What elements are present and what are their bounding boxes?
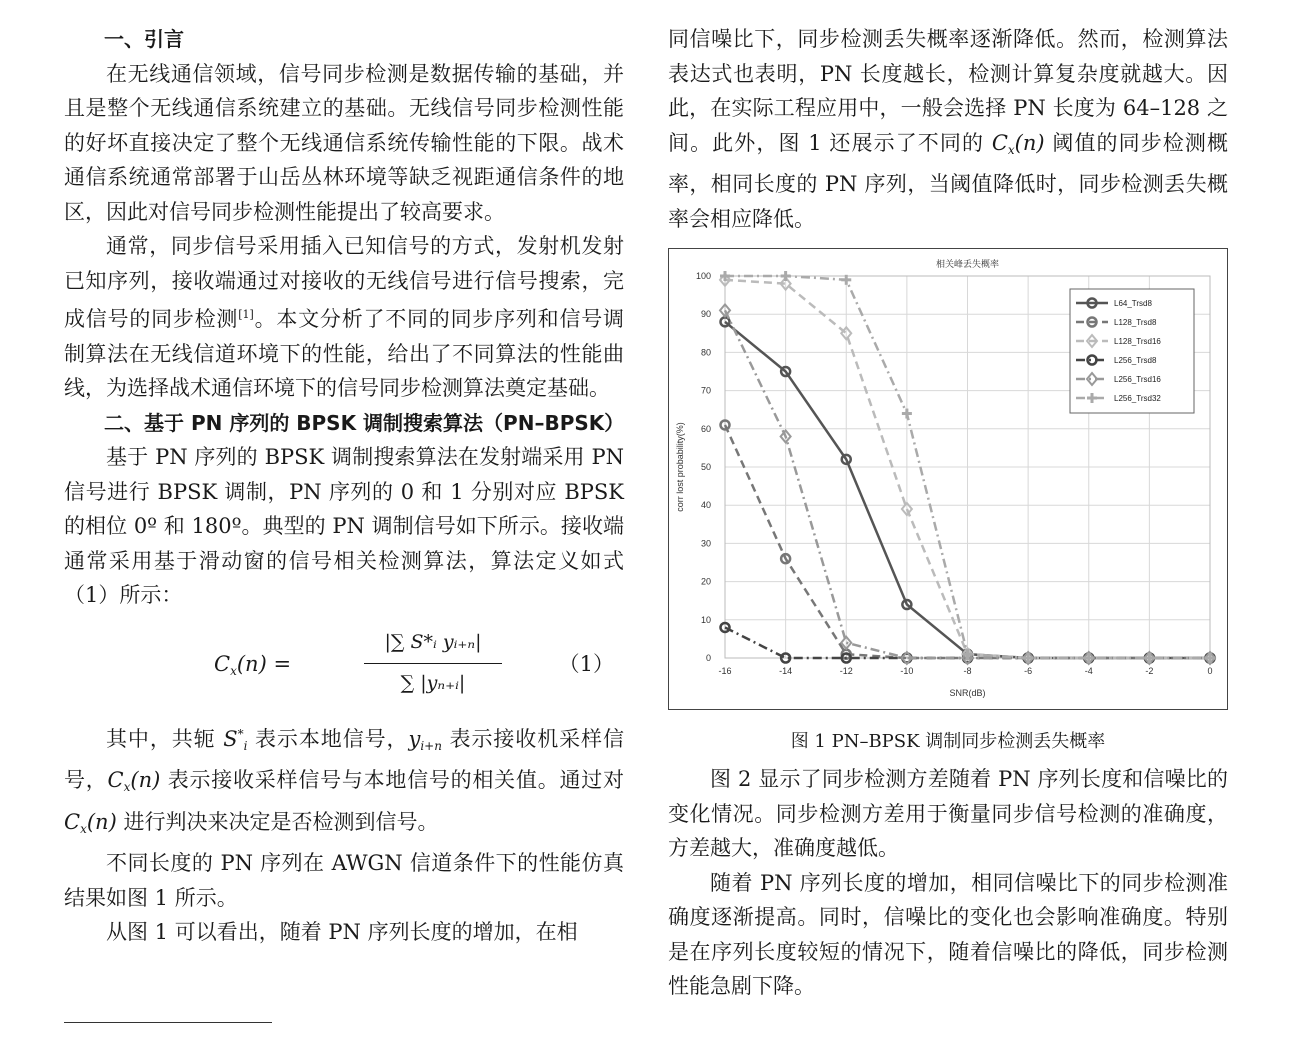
equation-1	[64, 625, 624, 713]
equation-number: （1）	[558, 651, 614, 676]
figure-1-chart	[668, 248, 1228, 710]
y-tick-label: 40	[700, 500, 711, 511]
legend-label: L256_Trsd16	[1114, 375, 1161, 384]
legend-label: L256_Trsd32	[1114, 394, 1161, 403]
y-tick-label: 10	[700, 614, 711, 625]
equation-lhs: $C_x(n)$ =	[214, 651, 292, 678]
x-tick-label: -4	[1084, 666, 1093, 676]
y-tick-label: 60	[700, 423, 711, 434]
paragraph-equation-explain: 其中，共轭 $S^*_i$ 表示本地信号，$y_{i+n}$ 表示接收机采样信号，$C_x(n)$ 表示接收采样信号与本地信号的相关值。通过对 $C_x(n)$ 进行判决来决定是否检测到信号。	[64, 726, 624, 836]
paragraph-intro-2: 通常，同步信号采用插入已知信号的方式，发射机发射已知序列，接收端通过对接收的无线信号进行信号搜索，完成信号的同步检测[1]。本文分析了不同的同步序列和信号调制算法在无线信道环境下的性能，给出了不同算法的性能曲线，为选择战术通信环境下的信号同步检测算法奠定基础。	[64, 234, 625, 400]
citation-ref[interactable]: [1]	[238, 308, 254, 321]
chart-title: 相关峰丢失概率	[935, 260, 1000, 270]
x-tick-label: 0	[1207, 666, 1213, 676]
y-tick-label: 30	[700, 538, 711, 549]
x-tick-label: -14	[779, 666, 793, 676]
y-tick-label: 70	[700, 385, 711, 396]
equation-fraction	[364, 625, 502, 701]
x-tick-label: -6	[1024, 666, 1033, 676]
right-column-top	[668, 22, 1228, 236]
paragraph-figure-discussion: 从图 1 可以看出，随着 PN 序列长度的增加，在相	[106, 920, 578, 944]
legend-label: L64_Trsd8	[1114, 299, 1152, 308]
equation-numerator: |∑ S*ᵢ yᵢ₊ₙ|	[364, 625, 502, 665]
y-tick-label: 50	[700, 462, 711, 472]
right-column-bottom	[668, 762, 1228, 1004]
paragraph-intro-1: 在无线通信领域，信号同步检测是数据传输的基础，并且是整个无线通信系统建立的基础。无线信号同步检测性能的好坏直接决定了整个无线通信系统传输性能的下限。战术通信系统通常部署于山岳丛林环境等缺乏视距通信条件的地区，因此对信号同步检测性能提出了较高要求。	[64, 61, 624, 224]
x-tick-label: -16	[718, 666, 732, 676]
legend-label: L128_Trsd8	[1114, 318, 1157, 327]
line-chart-svg	[669, 249, 1227, 709]
paragraph-awgn: 不同长度的 PN 序列在 AWGN 信道条件下的性能仿真结果如图 1 所示。	[64, 851, 624, 910]
y-tick-label: 100	[695, 271, 711, 281]
y-tick-label: 80	[700, 347, 711, 358]
paragraph-figure-2: 图 2 显示了同步检测方差随着 PN 序列长度和信噪比的变化情况。同步检测方差用于衡量同步信号检测的准确度，方差越大，准确度越低。	[668, 767, 1228, 860]
legend-label: L256_Trsd8	[1114, 356, 1157, 365]
footnote-rule	[64, 1022, 272, 1023]
y-tick-label: 20	[700, 576, 711, 587]
equation-denominator: ∑ |yₙ₊ᵢ|	[400, 672, 466, 694]
figure-1-caption: 图 1 PN–BPSK 调制同步检测丢失概率	[790, 731, 1106, 752]
x-tick-label: -8	[963, 666, 972, 676]
x-axis-label: SNR(dB)	[949, 688, 986, 698]
y-axis-label: corr lost probability(%)	[675, 422, 685, 512]
legend-label: L128_Trsd16	[1114, 337, 1161, 346]
paragraph-continued: 同信噪比下，同步检测丢失概率逐渐降低。然而，检测算法表达式也表明，PN 长度越长，检测计算复杂度就越大。因此，在实际工程应用中，一般会选择 PN 长度为 64–128 之间。此外，图 1 还展示了不同的 $C_x(n)$ 阈值的同步检测概率，相同长度的 PN 序列，当阈值降低时，同步检测丢失概率会相应降低。	[668, 27, 1228, 231]
left-column	[64, 22, 624, 950]
section-heading-intro: 一、引言	[104, 27, 184, 51]
paragraph-accuracy: 随着 PN 序列长度的增加，相同信噪比下的同步检测准确度逐渐提高。同时，信噪比的变化也会影响准确度。特别是在序列长度较短的情况下，随着信噪比的降低，同步检测性能急剧下降。	[668, 870, 1228, 998]
x-tick-label: -12	[839, 666, 853, 676]
x-tick-label: -2	[1145, 666, 1154, 676]
paragraph-pn-bpsk: 基于 PN 序列的 BPSK 调制搜索算法在发射端采用 PN 信号进行 BPSK 调制，PN 序列的 0 和 1 分别对应 BPSK 的相位 0º 和 180º。典型的 PN 调制信号如下所示。接收端通常采用基于滑动窗的信号相关检测算法，算法定义如式（1）所示：	[64, 445, 624, 607]
section-heading-pn-bpsk: 二、基于 PN 序列的 BPSK 调制搜索算法（PN–BPSK）	[104, 410, 625, 435]
y-tick-label: 90	[700, 309, 711, 320]
y-tick-label: 0	[705, 653, 711, 663]
x-tick-label: -10	[900, 666, 914, 676]
